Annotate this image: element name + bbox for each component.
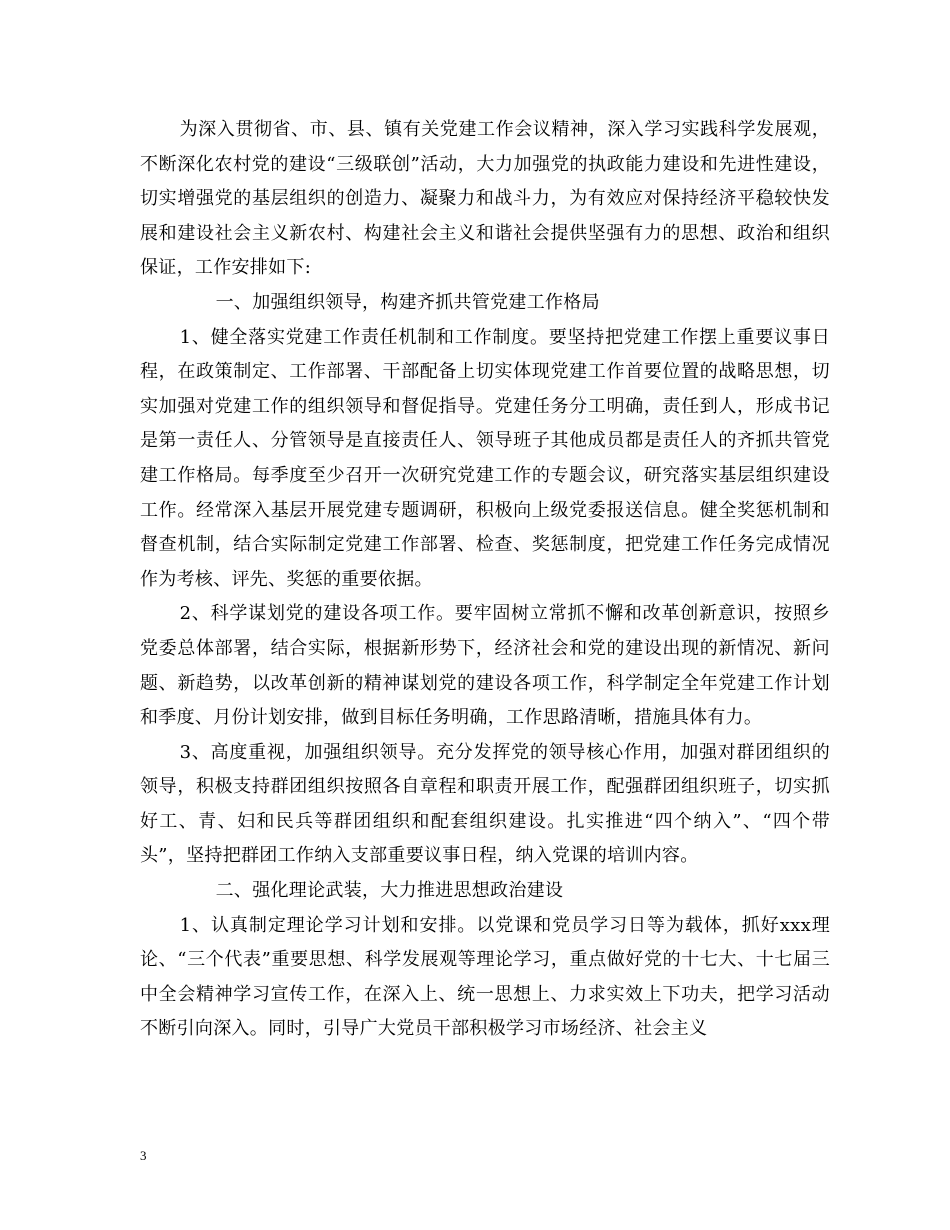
page-number: 3 [140,1148,147,1163]
section-heading-1: 一、加强组织领导，构建齐抓共管党建工作格局 [215,291,600,313]
intro-paragraph: 为深入贯彻省、市、县、镇有关党建工作会议精神，深入学习实践科学发展观，不断深化农村党的建设“三级联创”活动，大力加强党的执政能力建设和先进性建设，切实增强党的基层组织的创造力、凝聚力和战斗力，为有效应对保持经济平稳较快发展和建设社会主义新农村、构建社会主义和谐社会提供坚强有力的思想、政治和组织保证，工作安排如下: [140,119,830,279]
section-1-item-2: 2、科学谋划党的建设各项工作。要牢固树立常抓不懈和改革创新意识，按照乡党委总体部署，结合实际，根据新形势下，经济社会和党的建设出现的新情况、新问题、新趋势，以改革创新的精神谋划党的建设各项工作，科学制定全年党建工作计划和季度、月份计划安排，做到目标任务明确，工作思路清晰，措施具体有力。 [140,603,830,729]
document-body [140,113,830,1047]
section-1-item-1: 1、健全落实党建工作责任机制和工作制度。要坚持把党建工作摆上重要议事日程，在政策制定、工作部署、干部配备上切实体现党建工作首要位置的战略思想，切实加强对党建工作的组织领导和督促指导。党建任务分工明确，责任到人，形成书记是第一责任人、分管领导是直接责任人、领导班子其他成员都是责任人的齐抓共管党建工作格局。每季度至少召开一次研究党建工作的专题会议，研究落实基层组织建设工作。经常深入基层开展党建专题调研，积极向上级党委报送信息。健全奖惩机制和督查机制，结合实际制定党建工作部署、检查、奖惩制度，把党建工作任务完成情况作为考核、评先、奖惩的重要依据。 [140,326,830,590]
section-heading-2: 二、强化理论武装，大力推进思想政治建设 [215,880,564,902]
section-2-item-1: 1、认真制定理论学习计划和安排。以党课和党员学习日等为载体，抓好xxx理论、“三个代表”重要思想、科学发展观等理论学习，重点做好党的十七大、十七届三中全会精神学习宣传工作，在深入上、统一思想上、力求实效上下功夫，把学习活动不断引向深入。同时，引导广大党员干部积极学习市场经济、社会主义 [140,914,830,1040]
section-1-item-3: 3、高度重视，加强组织领导。充分发挥党的领导核心作用，加强对群团组织的领导，积极支持群团组织按照各自章程和职责开展工作，配强群团组织班子，切实抓好工、青、妇和民兵等群团组织和配套组织建设。扎实推进“四个纳入”、“四个带头”，坚持把群团工作纳入支部重要议事日程，纳入党课的培训内容。 [140,741,830,867]
